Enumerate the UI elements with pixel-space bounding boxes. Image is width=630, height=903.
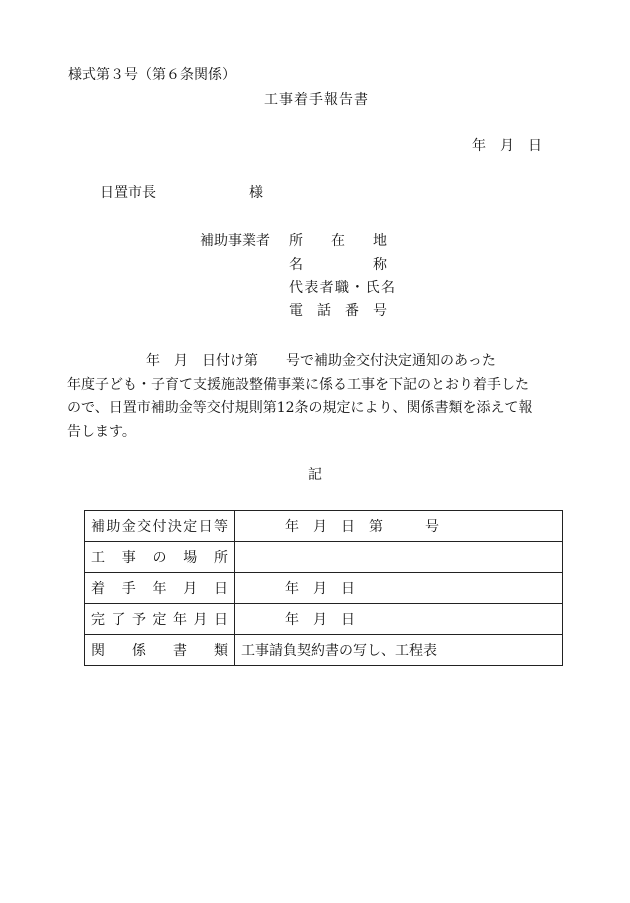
form-number: 様式第３号（第６条関係） [68,67,236,83]
row-label: 工事の場所 [85,542,235,573]
row-value: 年 月 日 第 号 [235,511,563,542]
table-row [85,573,563,604]
field-address: 所 在 地 [289,233,387,249]
field-name: 名 称 [289,257,387,273]
ki-heading: 記 [308,467,322,483]
body-paragraph [67,350,567,444]
body-line-4: 告します。 [67,423,136,440]
row-value: 工事請負契約書の写し、工程表 [235,635,563,666]
details-table [84,510,563,666]
table-row [85,635,563,666]
row-label: 補助金交付決定日等 [85,511,235,542]
row-label: 完了予定年月日 [85,604,235,635]
report-date: 年 月 日 [472,138,542,154]
body-line-2: 年度子ども・子育て支援施設整備事業に係る工事を下記のとおり着手した [67,376,529,393]
table-row [85,511,563,542]
table-row [85,542,563,573]
table-row [85,604,563,635]
addressee-honorific: 様 [249,185,263,201]
row-label: 関係書類 [85,635,235,666]
row-value: 年 月 日 [235,604,563,635]
applicant-label: 補助事業者 [200,233,270,249]
field-representative: 代表者職・氏名 [289,280,395,296]
row-label: 着手年月日 [85,573,235,604]
body-line-1: 年 月 日付け第 号で補助金交付決定通知のあった [146,353,496,369]
row-value [235,542,563,573]
addressee-name: 日置市長 [100,185,156,201]
field-phone: 電 話 番 号 [289,303,387,319]
body-line-3: ので、日置市補助金等交付規則第12条の規定により、関係書類を添えて報 [67,400,533,416]
row-value: 年 月 日 [235,573,563,604]
page-title: 工事着手報告書 [264,92,369,108]
